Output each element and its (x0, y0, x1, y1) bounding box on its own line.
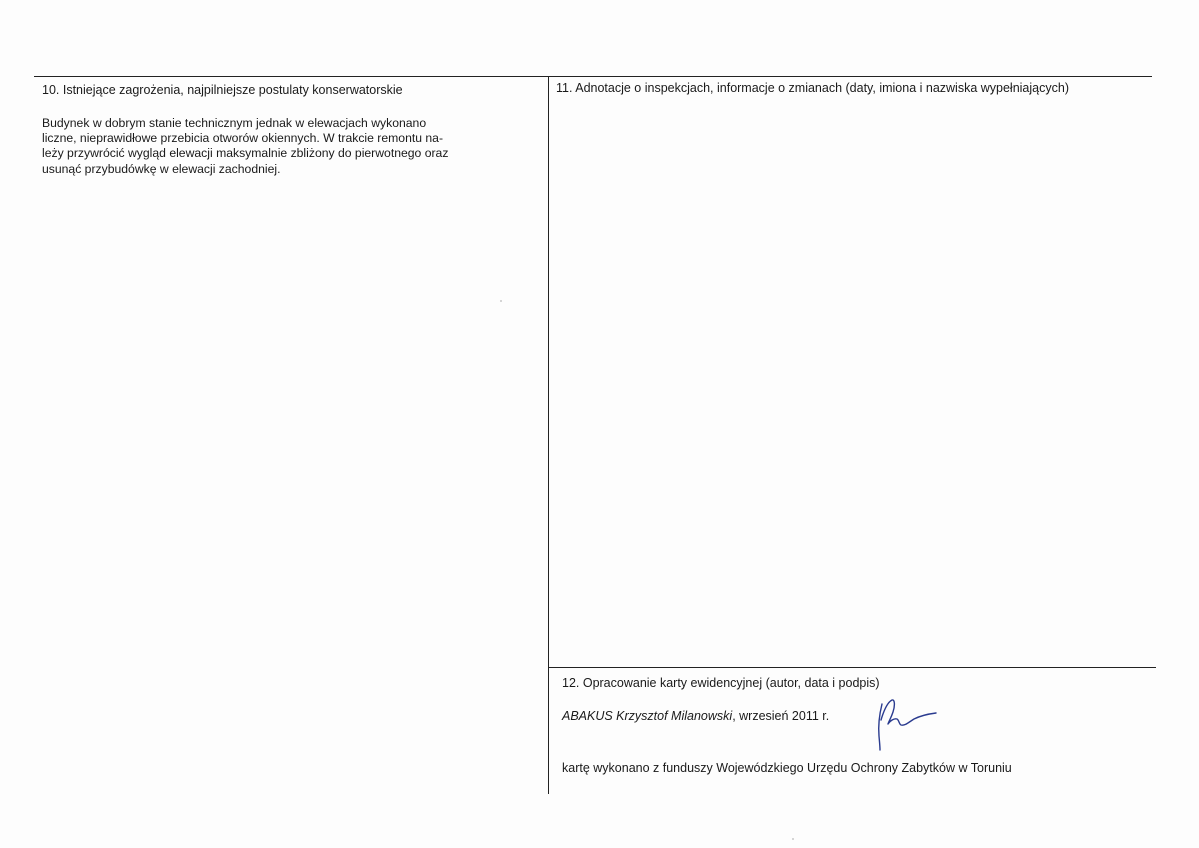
scan-speck (792, 838, 794, 840)
section-10-line: leży przywrócić wygląd elewacji maksymalnie zbliżony do pierwotnego oraz (42, 146, 449, 161)
section-12-rule (548, 667, 1156, 668)
author-line (562, 708, 829, 724)
section-12-heading: 12. Opracowanie karty ewidencyjnej (autor, data i podpis) (562, 676, 880, 690)
section-10-line: liczne, nieprawidłowe przebicia otworów okiennych. W trakcie remontu na- (42, 131, 444, 146)
scan-speck (500, 300, 502, 302)
column-divider (548, 76, 549, 794)
author-name: ABAKUS Krzysztof Milanowski (562, 709, 733, 723)
funding-note: kartę wykonano z funduszy Wojewódzkiego Urzędu Ochrony Zabytków w Toruniu (562, 761, 1012, 775)
author-date: , wrzesień 2011 r. (732, 709, 830, 723)
top-rule (34, 76, 1152, 77)
section-10-line: usunąć przybudówkę w elewacji zachodniej. (42, 161, 281, 176)
section-10-body (42, 116, 532, 177)
section-11-heading: 11. Adnotacje o inspekcjach, informacje o zmianach (daty, imiona i nazwiska wypełniających) (556, 81, 1069, 95)
handwritten-signature (868, 694, 944, 752)
section-10-heading: 10. Istniejące zagrożenia, najpilniejsze postulaty konserwatorskie (42, 83, 403, 97)
section-10-line: Budynek w dobrym stanie technicznym jednak w elewacjach wykonano (42, 116, 427, 130)
